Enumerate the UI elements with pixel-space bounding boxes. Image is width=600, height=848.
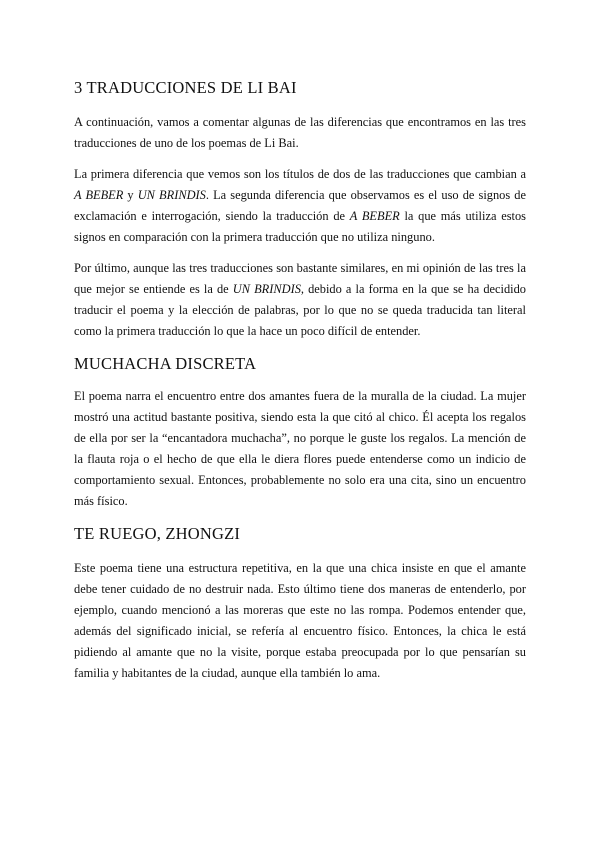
title-a-beber-second: A BEBER [349,209,400,223]
zhongzi-paragraph: Este poema tiene una estructura repetitiva, en la que una chica insiste en que el amante debe tener cuidado de no destruir nada. Esto último tiene dos maneras de entenderlo, por ejemplo, cuando mencionó a las moreras que este no las rompa. Podemos entender que, además del significado inicial, se refería al encuentro físico. Entonces, la chica le está pidiendo al amante que no la visite, porque estaba preocupada por lo que pensarían su familia y habitantes de la ciudad, aunque ella también lo ama. [74,561,526,680]
text-run: . La segunda diferencia que observamos es el uso de signos de exclamación e interrogación, siendo la traducción de [74,188,526,223]
title-a-beber: A BEBER [74,188,124,202]
muchacha-paragraph: El poema narra el encuentro entre dos amantes fuera de la muralla de la ciudad. La mujer mostró una actitud bastante positiva, siendo esta la que citó al chico. Él acepta los regalos de ella por ser la “encantadora muchacha”, no porque le guste los regalos. La mención de la flauta roja o el hecho de que ella le diera flores puede entenderse como un indicio de comportamiento sexual. Entonces, probablemente no solo era una cita, sino un encuentro más físico. [74,389,526,508]
text-run: La primera diferencia que vemos son los títulos de dos de las traducciones que cambian a [74,167,526,181]
zhongzi-heading: TE RUEGO, ZHONGZI [74,524,241,543]
text-run: la que más utiliza estos signos en comparación con la primera traducción que no utiliza ninguno. [74,209,526,244]
title-un-brindis: UN BRINDIS [137,188,206,202]
intro-paragraph: A continuación, vamos a comentar algunas de las diferencias que encontramos en las tres traducciones de uno de los poemas de Li Bai. [74,115,526,150]
conclusion-paragraph [74,258,526,342]
text-run: debido a la forma en la que se ha decidido traducir el poema y la elección de palabras, por lo que no se queda traducida tan literal como la primera traducción lo que la hace un poco difícil de entender. [74,282,526,338]
muchacha-heading: MUCHACHA DISCRETA [74,354,257,373]
document-page [74,78,526,684]
section-heading: 3 TRADUCCIONES DE LI BAI [74,78,297,97]
title-un-brindis-final: UN BRINDIS, [232,282,304,296]
text-run: y [123,188,138,202]
text-run: Por último, aunque las tres traducciones son bastante similares, en mi opinión de las tres la que mejor se entiende es la de [74,261,526,296]
differences-paragraph [74,164,526,248]
